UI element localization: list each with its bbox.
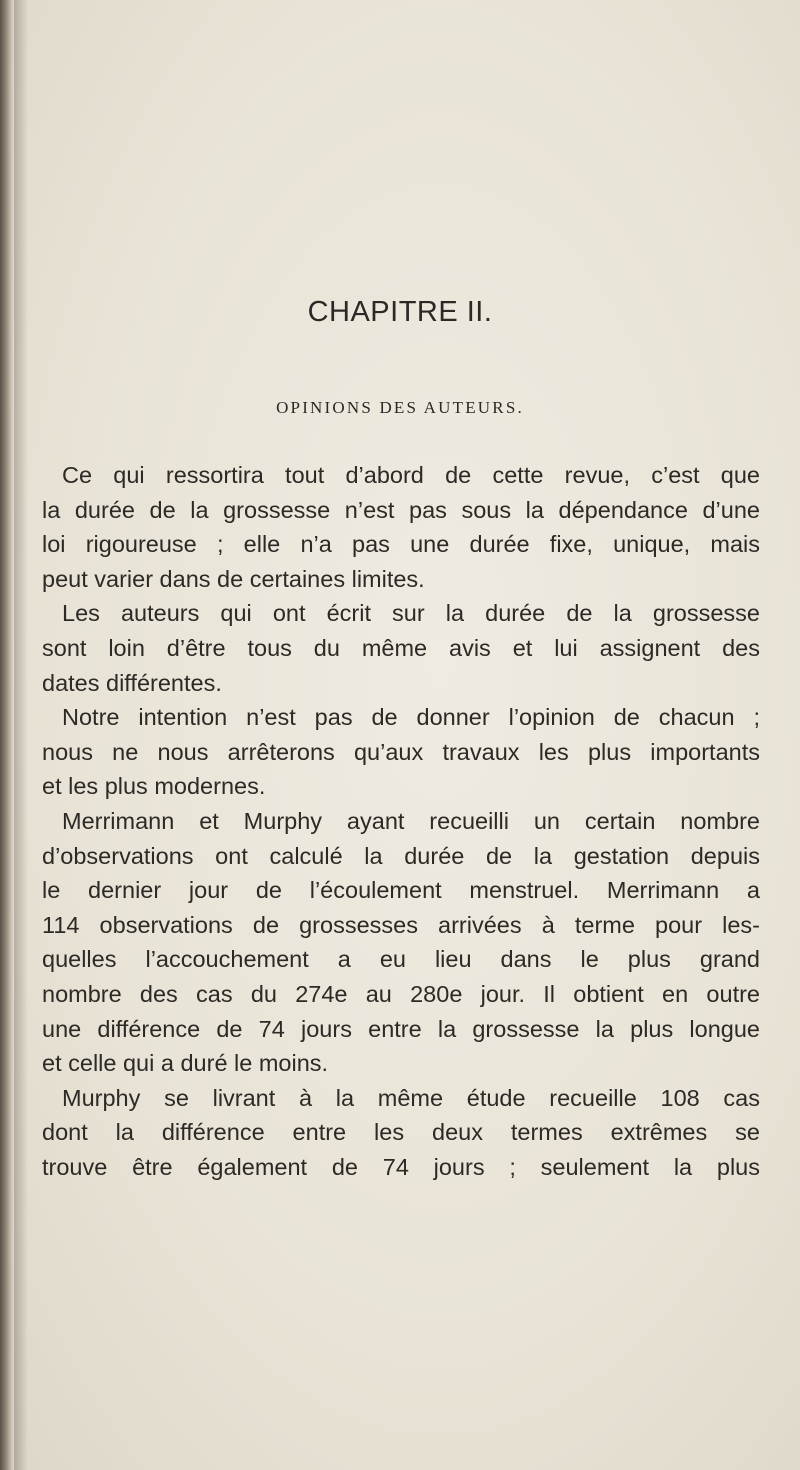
text-line: Notre intention n’est pas de donner l’opinion de chacun ; [62,704,760,731]
text-line: Ce qui ressortira tout d’abord de cette revue, c’est que [62,462,760,488]
text-line: et celle qui a duré le moins. [42,1050,329,1077]
binding-shadow [14,0,28,1470]
body-text [42,458,760,1184]
text-line: peut varier dans de certaines limites. [42,565,425,592]
text-line: le dernier jour de l’écoulement menstruel. Merrimann a [42,877,760,904]
chapter-title: CHAPITRE II. [307,296,493,328]
text-line: trouve être également de 74 jours ; seulement la plus [42,1153,760,1180]
text-line: d’observations ont calculé la durée de la gestation depuis [42,842,760,869]
text-line: une différence de 74 jours entre la grossesse la plus longue [42,1015,760,1042]
text-line: nous ne nous arrêterons qu’aux travaux les plus importants [42,738,760,765]
text-line: dont la différence entre les deux termes extrêmes se [42,1119,760,1146]
section-title: OPINIONS DES AUTEURS. [276,398,524,417]
text-line: et les plus modernes. [42,773,266,800]
text-line: dates différentes. [42,669,222,696]
text-line: la durée de la grossesse n’est pas sous la dépendance d’une [42,496,760,523]
text-line: Murphy se livrant à la même étude recueille 108 cas [62,1084,760,1111]
page-binding-edge [0,0,14,1470]
text-line: loi rigoureuse ; elle n’a pas une durée fixe, unique, mais [42,531,760,558]
text-line: sont loin d’être tous du même avis et lui assignent des [42,634,760,661]
text-line: quelles l’accouchement a eu lieu dans le plus grand [42,946,760,973]
text-line: Merrimann et Murphy ayant recueilli un certain nombre [62,807,760,834]
text-line: Les auteurs qui ont écrit sur la durée de la grossesse [62,600,760,627]
text-line: nombre des cas du 274e au 280e jour. Il obtient en outre [42,980,760,1007]
text-line: 114 observations de grossesses arrivées à terme pour les- [42,911,760,938]
